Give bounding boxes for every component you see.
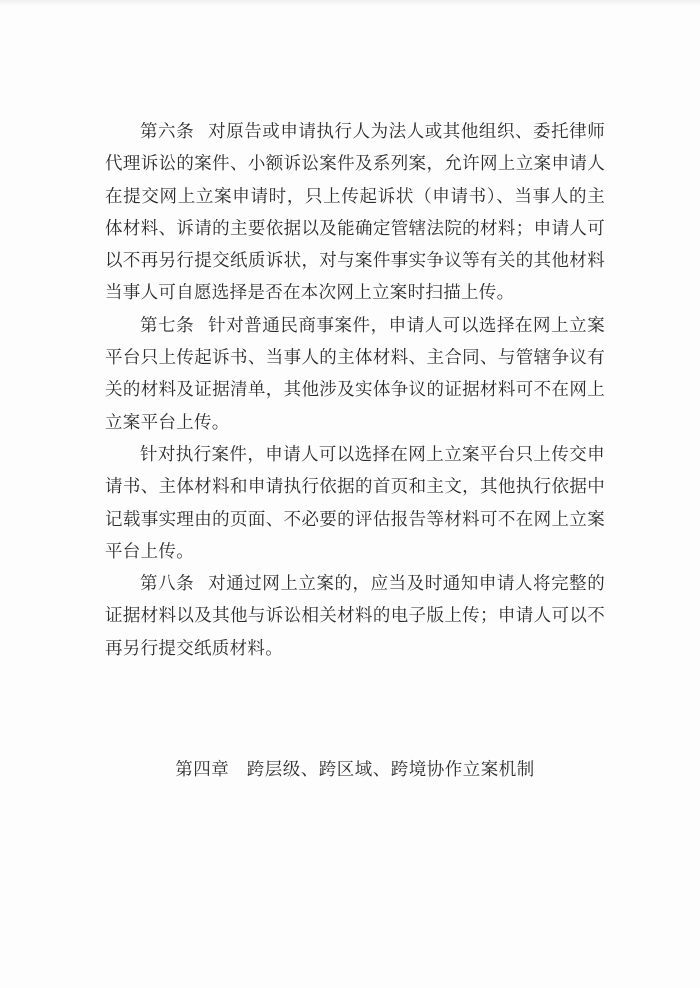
article-6-text: 对原告或申请执行人为法人或其他组织、委托律师代理诉讼的案件、小额诉讼案件及系列案，允许网上立案申请人在提交网上立案申请时，只上传起诉状（申请书）、当事人的主体材料、诉请的主要依据以及能确定管辖法院的材料；申请人可以不再另行提交纸质诉状，对与案件事实争议等有关的其他材料当事人可自愿选择是否在本次网上立案时扫描上传。 <box>105 122 605 304</box>
chapter-heading <box>105 755 605 785</box>
article-8-text: 对通过网上立案的，应当及时通知申请人将完整的证据材料以及其他与诉讼相关材料的电子版上传；申请人可以不再另行提交纸质材料。 <box>105 574 605 659</box>
article-8-label: 第八条 <box>140 574 195 595</box>
chapter-number: 第四章 <box>175 760 230 780</box>
chapter-title-text: 跨层级、跨区域、跨境协作立案机制 <box>246 760 535 780</box>
article-7-paragraph <box>105 310 605 439</box>
article-7-execution-text: 针对执行案件，申请人可以选择在网上立案平台只上传交申请书、主体材料和申请执行依据的首页和主文，其他执行依据中记载事实理由的页面、不必要的评估报告等材料可不在网上立案平台上传。 <box>105 444 605 562</box>
article-8-paragraph <box>105 568 605 665</box>
article-6-paragraph <box>105 116 605 310</box>
scan-edge <box>0 0 700 6</box>
article-7-label: 第七条 <box>140 315 195 336</box>
article-7-execution-paragraph <box>105 439 605 568</box>
article-6-label: 第六条 <box>140 122 195 142</box>
document-body <box>105 116 605 665</box>
article-7-text: 针对普通民商事案件，申请人可以选择在网上立案平台只上传起诉书、当事人的主体材料、主合同、与管辖争议有关的材料及证据清单，其他涉及实体争议的证据材料可不在网上立案平台上传。 <box>105 315 605 433</box>
